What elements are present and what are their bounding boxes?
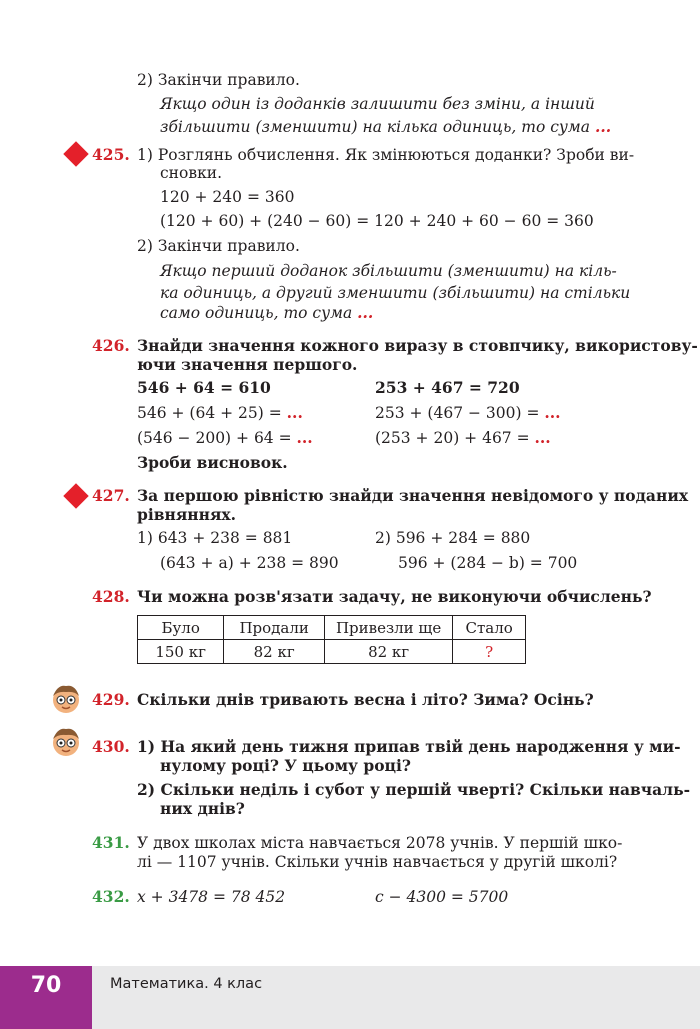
exercise-number-428: 428. [92,587,130,606]
table-header-cell: Стало [453,616,526,640]
exercise-number-429: 429. [92,690,130,709]
p426-col1-row3: (546 − 200) + 64 = ... [137,428,313,447]
p427-equation-a2: (643 + a) + 238 = 890 [160,554,339,572]
difficulty-diamond-icon [63,141,88,166]
p426-line2: ючи значення першого. [137,355,358,374]
book-title: Математика. 4 клас [110,976,263,992]
p425-equation1: 120 + 240 = 360 [160,188,295,206]
p428-question: Чи можна розв'язати задачу, не виконуючи обчислень? [137,587,652,606]
page-number: 70 [0,966,92,1029]
exercise-number-432: 432. [92,887,130,906]
p426-col1-row1: 546 + 64 = 610 [137,378,271,397]
p426-conclusion: Зроби висновок. [137,453,288,472]
table-cell-unknown: ? [453,640,526,664]
table-cell: 150 кг [138,640,224,664]
table-cell: 82 кг [224,640,325,664]
table-cell: 82 кг [324,640,452,664]
p425-item2: 2) Закінчи правило. [137,237,300,255]
p429-question: Скільки днів тривають весна і літо? Зима? Осінь? [137,690,594,709]
table-header-cell: Було [138,616,224,640]
p427-equation-a1: 1) 643 + 238 = 881 [137,529,293,547]
p426-col1-row2: 546 + (64 + 25) = ... [137,403,303,422]
p431-line2: лі — 1107 учнів. Скільки учнів навчається у другій школі? [137,853,618,871]
p426-col2-row2: 253 + (467 − 300) = ... [375,403,561,422]
p425-equation2: (120 + 60) + (240 − 60) = 120 + 240 + 60 − 60 = 360 [160,212,594,230]
exercise-number-427: 427. [92,486,130,505]
p430-line3: 2) Скільки неділь і субот у першій чверті? Скільки навчаль- [137,780,691,799]
p425-rule-line1: Якщо перший доданок збільшити (зменшити) на кіль- [160,262,617,280]
p426-col2-row3: (253 + 20) + 467 = ... [375,428,551,447]
answer-blank: ... [357,303,374,322]
exercise-number-425: 425. [92,145,130,164]
exercise-number-426: 426. [92,336,130,355]
p424-rule-line2: збільшити (зменшити) на кілька одиниць, то сума ... [160,117,612,136]
table-header-cell: Привезли ще [324,616,452,640]
p425-rule-line3: само одиниць, то сума ... [160,303,374,322]
p426-line1: Знайди значення кожного виразу в стовпчику, використову- [137,336,698,355]
table-header-cell: Продали [224,616,325,640]
p427-line2: рівняннях. [137,505,237,524]
p432-equation1: x + 3478 = 78 452 [137,888,286,906]
p427-equation-b2: 596 + (284 − b) = 700 [398,554,578,572]
p425-line1: 1) Розглянь обчислення. Як змінюються доданки? Зроби ви- [137,146,635,164]
student-face-icon [50,683,82,715]
table-row [138,640,526,664]
answer-blank: ... [594,117,612,136]
data-table [137,615,526,664]
p430-line2: нулому році? У цьому році? [160,756,411,775]
p427-line1: За першою рівністю знайди значення невідомого у поданих [137,486,689,505]
table-header-row [138,616,526,640]
p426-col2-row1: 253 + 467 = 720 [375,378,520,397]
p424-rule-line1: Якщо один із доданків залишити без зміни, а інший [160,95,595,113]
p430-line1: 1) На який день тижня припав твій день народження у ми- [137,737,681,756]
p431-line1: У двох школах міста навчається 2078 учнів. У першій шко- [137,834,623,852]
p432-equation2: c − 4300 = 5700 [375,888,509,906]
p427-equation-b1: 2) 596 + 284 = 880 [375,529,531,547]
p425-rule-line2: ка одиниць, а другий зменшити (збільшити) на стільки [160,284,631,302]
difficulty-diamond-icon [63,483,88,508]
p425-line2: сновки. [160,164,223,182]
p430-line4: них днів? [160,799,245,818]
exercise-number-430: 430. [92,737,130,756]
student-face-icon [50,726,82,758]
exercise-number-431: 431. [92,833,130,852]
p424-item2: 2) Закінчи правило. [137,71,300,89]
